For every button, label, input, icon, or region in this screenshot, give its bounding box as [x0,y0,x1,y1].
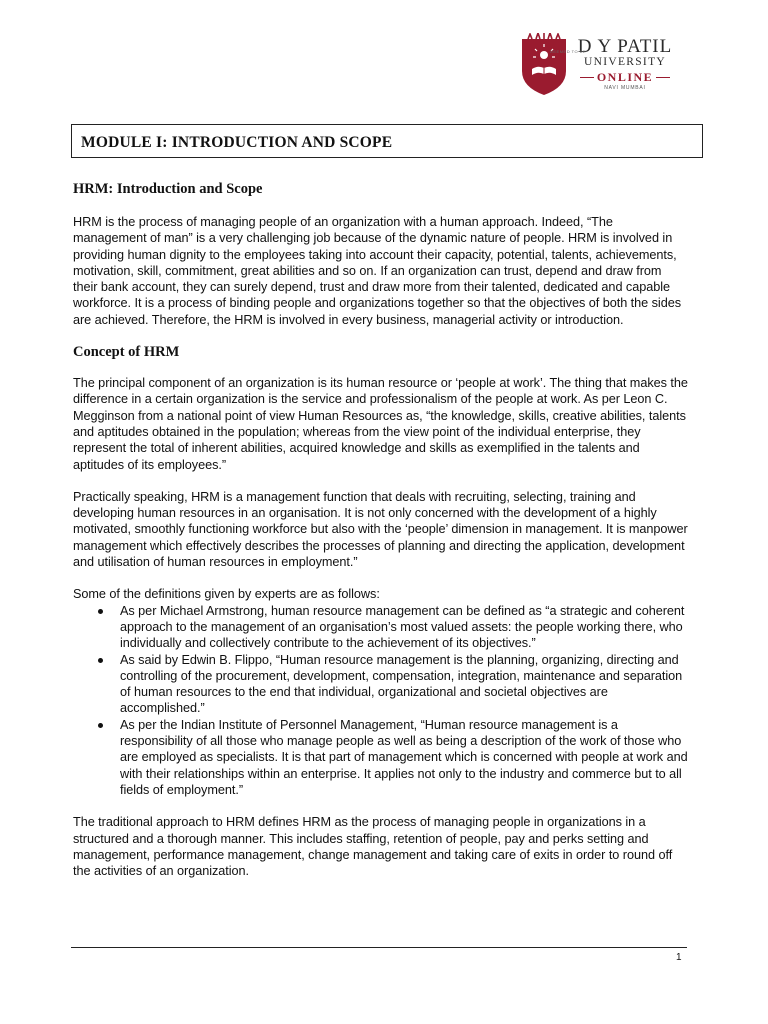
definition-item-flippo: As said by Edwin B. Flippo, “Human resource management is the planning, organizing, directing and controlling of the procurement, development, compensation, integration, maintenance and separation of human resources to the end that individual, organizational and societal objectives are accomplished.” [120,652,689,717]
logo-brand-name: D Y PATIL [577,36,673,57]
concept-paragraph-3: The traditional approach to HRM defines HRM as the process of managing people in organizations in a structured and a thorough manner. This includes staffing, retention of people, pay and perks setting and management, performance management, change management and taking care of exits in order to round off the activities of an organization. [73,815,673,879]
definition-item-armstrong: As per Michael Armstrong, human resource management can be defined as “a strategic and coherent approach to the management of an organisation’s most valued assets: the people working there, who individually and collectively contribute to the achievement of its objectives.” [120,603,689,652]
definitions-list-wrapper [73,603,689,799]
logo-location: NAVI MUMBAI [604,85,646,91]
module-title-box [71,124,703,158]
definitions-list [73,603,689,799]
logo-rule-right [656,77,670,78]
concept-paragraph-2: Practically speaking, HRM is a management function that deals with recruiting, selecting, training and developing human resources in an organisation. It is not only concerned with the development of a highly motivated, smoothly functioning workforce but also with the ‘people’ dimension in management. It is manpower management which effectively describes the processes of planning and directing the application, development and utilisation of human resources in employment.” [73,489,688,570]
document-body [73,181,689,879]
section-heading-intro: HRM: Introduction and Scope [73,181,263,197]
logo-online-row [575,70,675,84]
page-number: 1 [676,952,682,963]
footer-divider [71,947,687,948]
university-logo [518,33,678,103]
logo-wordmark [575,37,675,92]
logo-rule-left [580,77,594,78]
concept-paragraph-1: The principal component of an organization is its human resource or ‘people at work’. The thing that makes the difference in a certain organization is the service and professionalism of the people at work. As per Leon C. Megginson from a national point of view Human Resources as, “the knowledge, skills, creative abilities, talents and aptitudes obtained in the population; whereas from the view point of the individual enterprise, they represent the total of inherent abilities, acquired knowledge and skills as exemplified in the talents and aptitudes of its employees.” [73,376,688,472]
shield-crest-icon [518,33,570,97]
logo-university: UNIVERSITY [584,56,666,68]
definitions-intro: Some of the definitions given by experts are as follows: [73,587,380,602]
intro-paragraph: HRM is the process of managing people of an organization with a human approach. Indeed, “The management of man” is a very challenging job because of the dynamic nature of people. HRM is involved in providing human dignity to the employees taking into account their capacity, potential, talents, achievements, motivation, skill, commitment, great abilities and so on. If an organization can trust, depend and draw from their bank account, they can surely depend, trust and draw more from their talented, dedicated and capable workforce. It is a process of binding people and organizations together so that the objectives of both the sides are achieved. Therefore, the HRM is involved in every business, managerial activity or introduction. [73,215,682,327]
section-heading-concept: Concept of HRM [73,344,180,361]
module-title: MODULE I: INTRODUCTION AND SCOPE [81,134,393,151]
logo-deemed: DEEMED TO BE [550,49,587,54]
definition-item-iipm: As per the Indian Institute of Personnel Management, “Human resource management is a responsibility of all those who manage people as well as being a description of the work of those who are employed as specialists. It is that part of management which is concerned with people at work and with their relationships within an enterprise. It applies not only to the industry and commerce but to all fields of employment.” [120,717,688,797]
logo-online: ONLINE [596,70,654,84]
